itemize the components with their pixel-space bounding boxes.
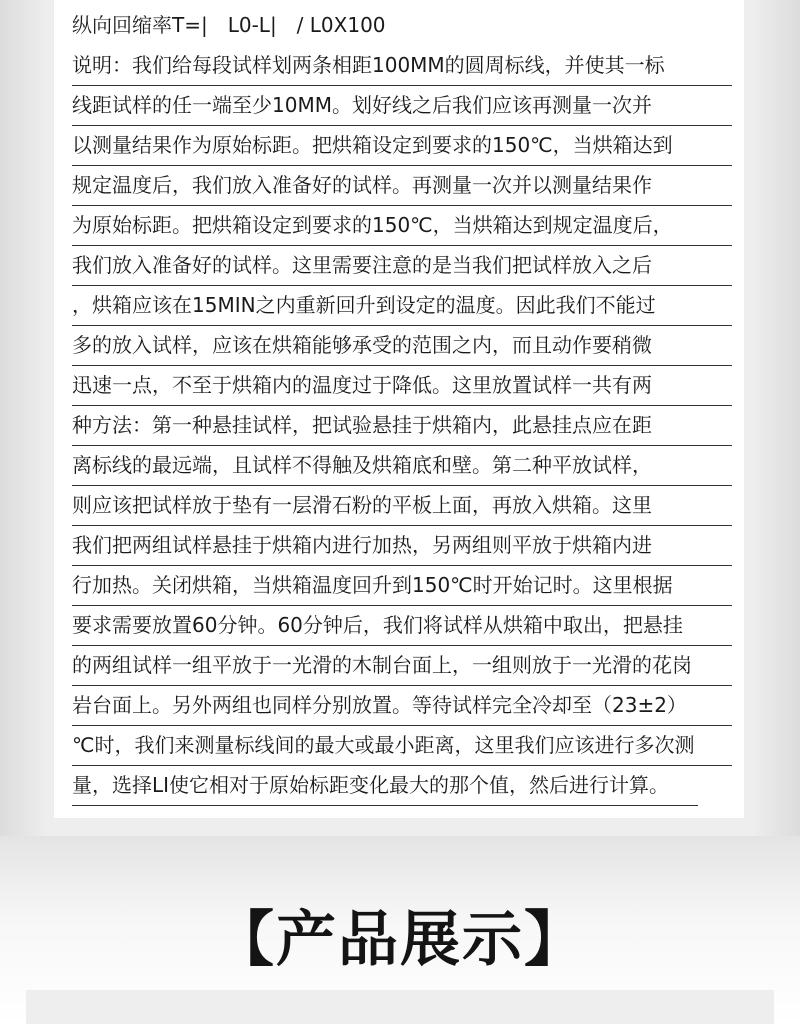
text-line: 以测量结果作为原始标距。把烘箱设定到要求的150℃，当烘箱达到 <box>72 126 732 166</box>
text-line: 的两组试样一组平放于一光滑的木制台面上，一组则放于一光滑的花岗 <box>72 646 732 686</box>
text-line: 规定温度后，我们放入准备好的试样。再测量一次并以测量结果作 <box>72 166 732 206</box>
document-text <box>72 6 732 806</box>
text-line: 行加热。关闭烘箱，当烘箱温度回升到150℃时开始记时。这里根据 <box>72 566 732 606</box>
text-line: 我们把两组试样悬挂于烘箱内进行加热，另两组则平放于烘箱内进 <box>72 526 732 566</box>
text-line: 量，选择LI使它相对于原始标距变化最大的那个值，然后进行计算。 <box>72 766 698 806</box>
section-title: 【产品展示】 <box>214 905 586 975</box>
text-line: 种方法：第一种悬挂试样，把试验悬挂于烘箱内，此悬挂点应在距 <box>72 406 732 446</box>
text-line: 我们放入准备好的试样。这里需要注意的是当我们把试样放入之后 <box>72 246 732 286</box>
text-line: 为原始标距。把烘箱设定到要求的150℃，当烘箱达到规定温度后， <box>72 206 732 246</box>
text-line: 离标线的最远端，且试样不得触及烘箱底和壁。第二种平放试样， <box>72 446 732 486</box>
formula-line: 纵向回缩率T=| L0-L| / L0X100 <box>72 13 386 37</box>
bottom-panel <box>26 990 774 1024</box>
text-line: 岩台面上。另外两组也同样分别放置。等待试样完全冷却至（23±2） <box>72 686 732 726</box>
text-line: 要求需要放置60分钟。60分钟后，我们将试样从烘箱中取出，把悬挂 <box>72 606 732 646</box>
text-line: 多的放入试样，应该在烘箱能够承受的范围之内，而且动作要稍微 <box>72 326 732 366</box>
text-line: 迅速一点，不至于烘箱内的温度过于降低。这里放置试样一共有两 <box>72 366 732 406</box>
text-line: 则应该把试样放于垫有一层滑石粉的平板上面，再放入烘箱。这里 <box>72 486 732 526</box>
text-line: 说明：我们给每段试样划两条相距100MM的圆周标线，并使其一标 <box>72 46 732 86</box>
text-line: ℃时，我们来测量标线间的最大或最小距离，这里我们应该进行多次测 <box>72 726 732 766</box>
text-line: 线距试样的任一端至少10MM。划好线之后我们应该再测量一次并 <box>72 86 732 126</box>
text-line: ，烘箱应该在15MIN之内重新回升到设定的温度。因此我们不能过 <box>72 286 732 326</box>
